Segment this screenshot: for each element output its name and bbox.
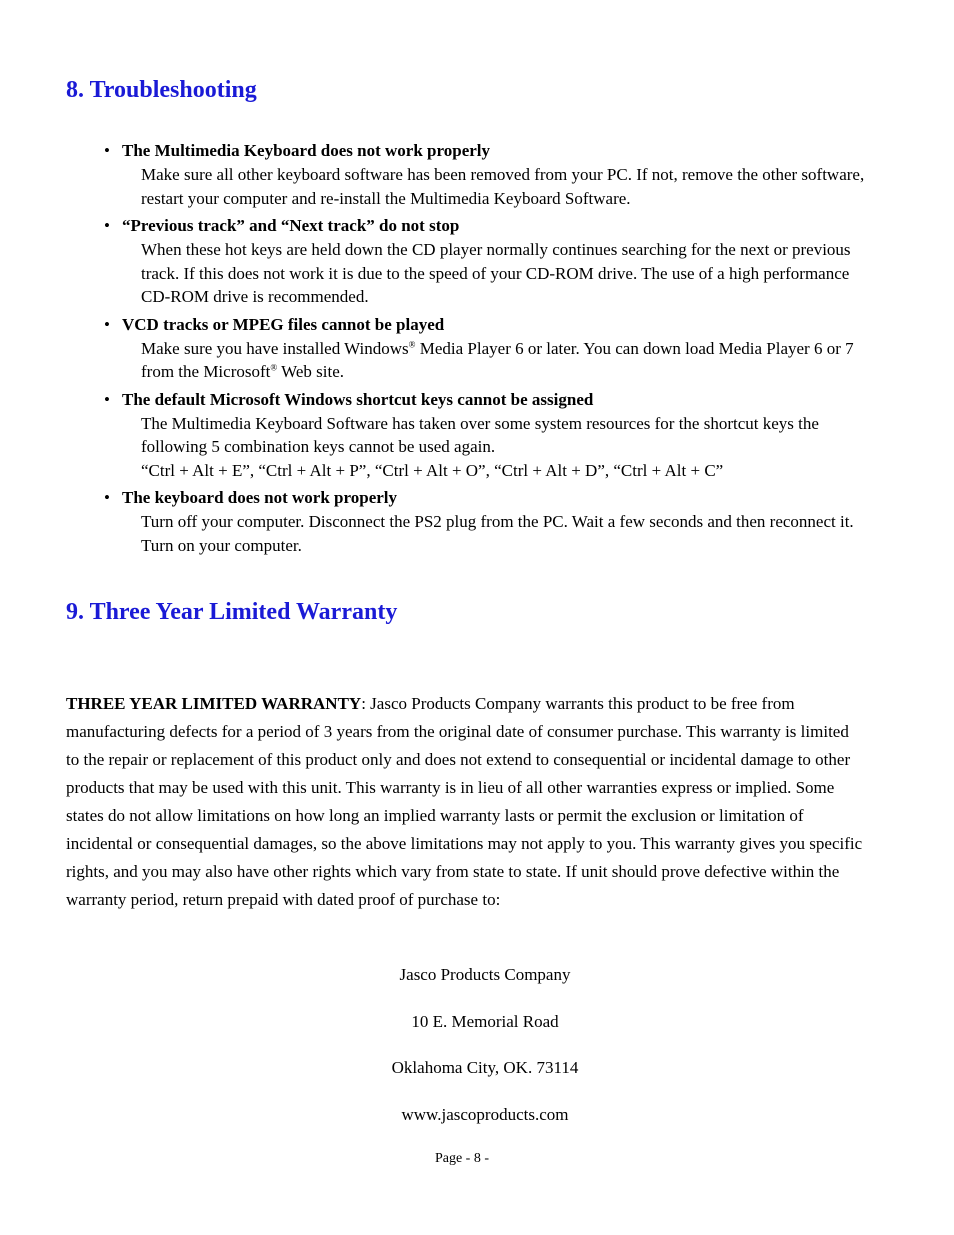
bullet-marker: • [104, 488, 110, 507]
troubleshooting-item [104, 388, 874, 483]
troubleshooting-item [104, 313, 874, 384]
address-website: www.jascoproducts.com [401, 1105, 569, 1124]
troubleshooting-answer: Make sure all other keyboard software has been removed from your PC. If not, remove the other software, restart your computer and re-install the Multimedia Keyboard Software. [141, 165, 865, 208]
troubleshooting-question: The Multimedia Keyboard does not work properly [122, 141, 491, 160]
address-city: Oklahoma City, OK. 73114 [391, 1058, 579, 1077]
bullet-marker: • [104, 314, 110, 334]
warranty-paragraph [66, 690, 866, 914]
registered-mark: ® [270, 362, 278, 373]
troubleshooting-question: “Previous track” and “Next track” do not stop [122, 216, 460, 235]
troubleshooting-question: The keyboard does not work properly [122, 488, 398, 507]
page-number: Page - 8 - [434, 1151, 490, 1166]
bullet-marker: • [104, 141, 110, 160]
troubleshooting-answer: The Multimedia Keyboard Software has taken over some system resources for the shortcut keys the following 5 combination keys cannot be used again. [141, 413, 819, 456]
bullet-marker: • [104, 389, 110, 409]
bullet-marker: • [104, 216, 110, 235]
address-street: 10 E. Memorial Road [411, 1012, 559, 1031]
section-heading-troubleshooting: 8. Troubleshooting [66, 77, 257, 103]
troubleshooting-answer: Turn off your computer. Disconnect the PS2 plug from the PC. Wait a few seconds and then reconnect it. Turn on your computer. [141, 512, 854, 555]
troubleshooting-question: VCD tracks or MPEG files cannot be played [122, 314, 445, 334]
troubleshooting-answer [122, 337, 874, 384]
troubleshooting-list [104, 139, 874, 561]
shortcut-keys-line: “Ctrl + Alt + E”, “Ctrl + Alt + P”, “Ctrl + Alt + O”, “Ctrl + Alt + D”, “Ctrl + Alt + C” [141, 460, 724, 480]
section-heading-warranty: 9. Three Year Limited Warranty [66, 599, 398, 625]
troubleshooting-item [104, 214, 874, 309]
warranty-lead: THREE YEAR LIMITED WARRANTY [66, 694, 362, 713]
answer-text: Make sure you have installed Windows [141, 338, 409, 358]
address-company: Jasco Products Company [399, 965, 571, 984]
registered-mark: ® [408, 338, 416, 349]
troubleshooting-answer: When these hot keys are held down the CD player normally continues searching for the next or previous track. If this does not work it is due to the speed of your CD-ROM drive. The use of a high performance CD-ROM drive is recommended. [141, 240, 851, 306]
troubleshooting-item [104, 139, 874, 210]
answer-text: Media Player 6 or later. You can down load Media Player 6 or 7 from the Microsoft [141, 338, 854, 381]
answer-text: Web site. [277, 362, 344, 381]
troubleshooting-question: The default Microsoft Windows shortcut keys cannot be assigned [122, 389, 594, 409]
warranty-body: : Jasco Products Company warrants this product to be free from manufacturing defects for a period of 3 years from the original date of consumer purchase. This warranty is limited to the repair or replacement of this product only and does not extend to consequential or incidental damage to other products that may be used with this unit. This warranty is in lieu of all other warranties express or implied. Some states do not allow limitations on how long an implied warranty lasts or permit the exclusion or limitation of incidental or consequential damages, so the above limitations may not apply to you. This warranty gives you specific rights, and you may also have other rights which vary from state to state. If unit should prove defective within the warranty period, return prepaid with dated proof of purchase to: [66, 694, 863, 909]
troubleshooting-item [104, 486, 874, 557]
